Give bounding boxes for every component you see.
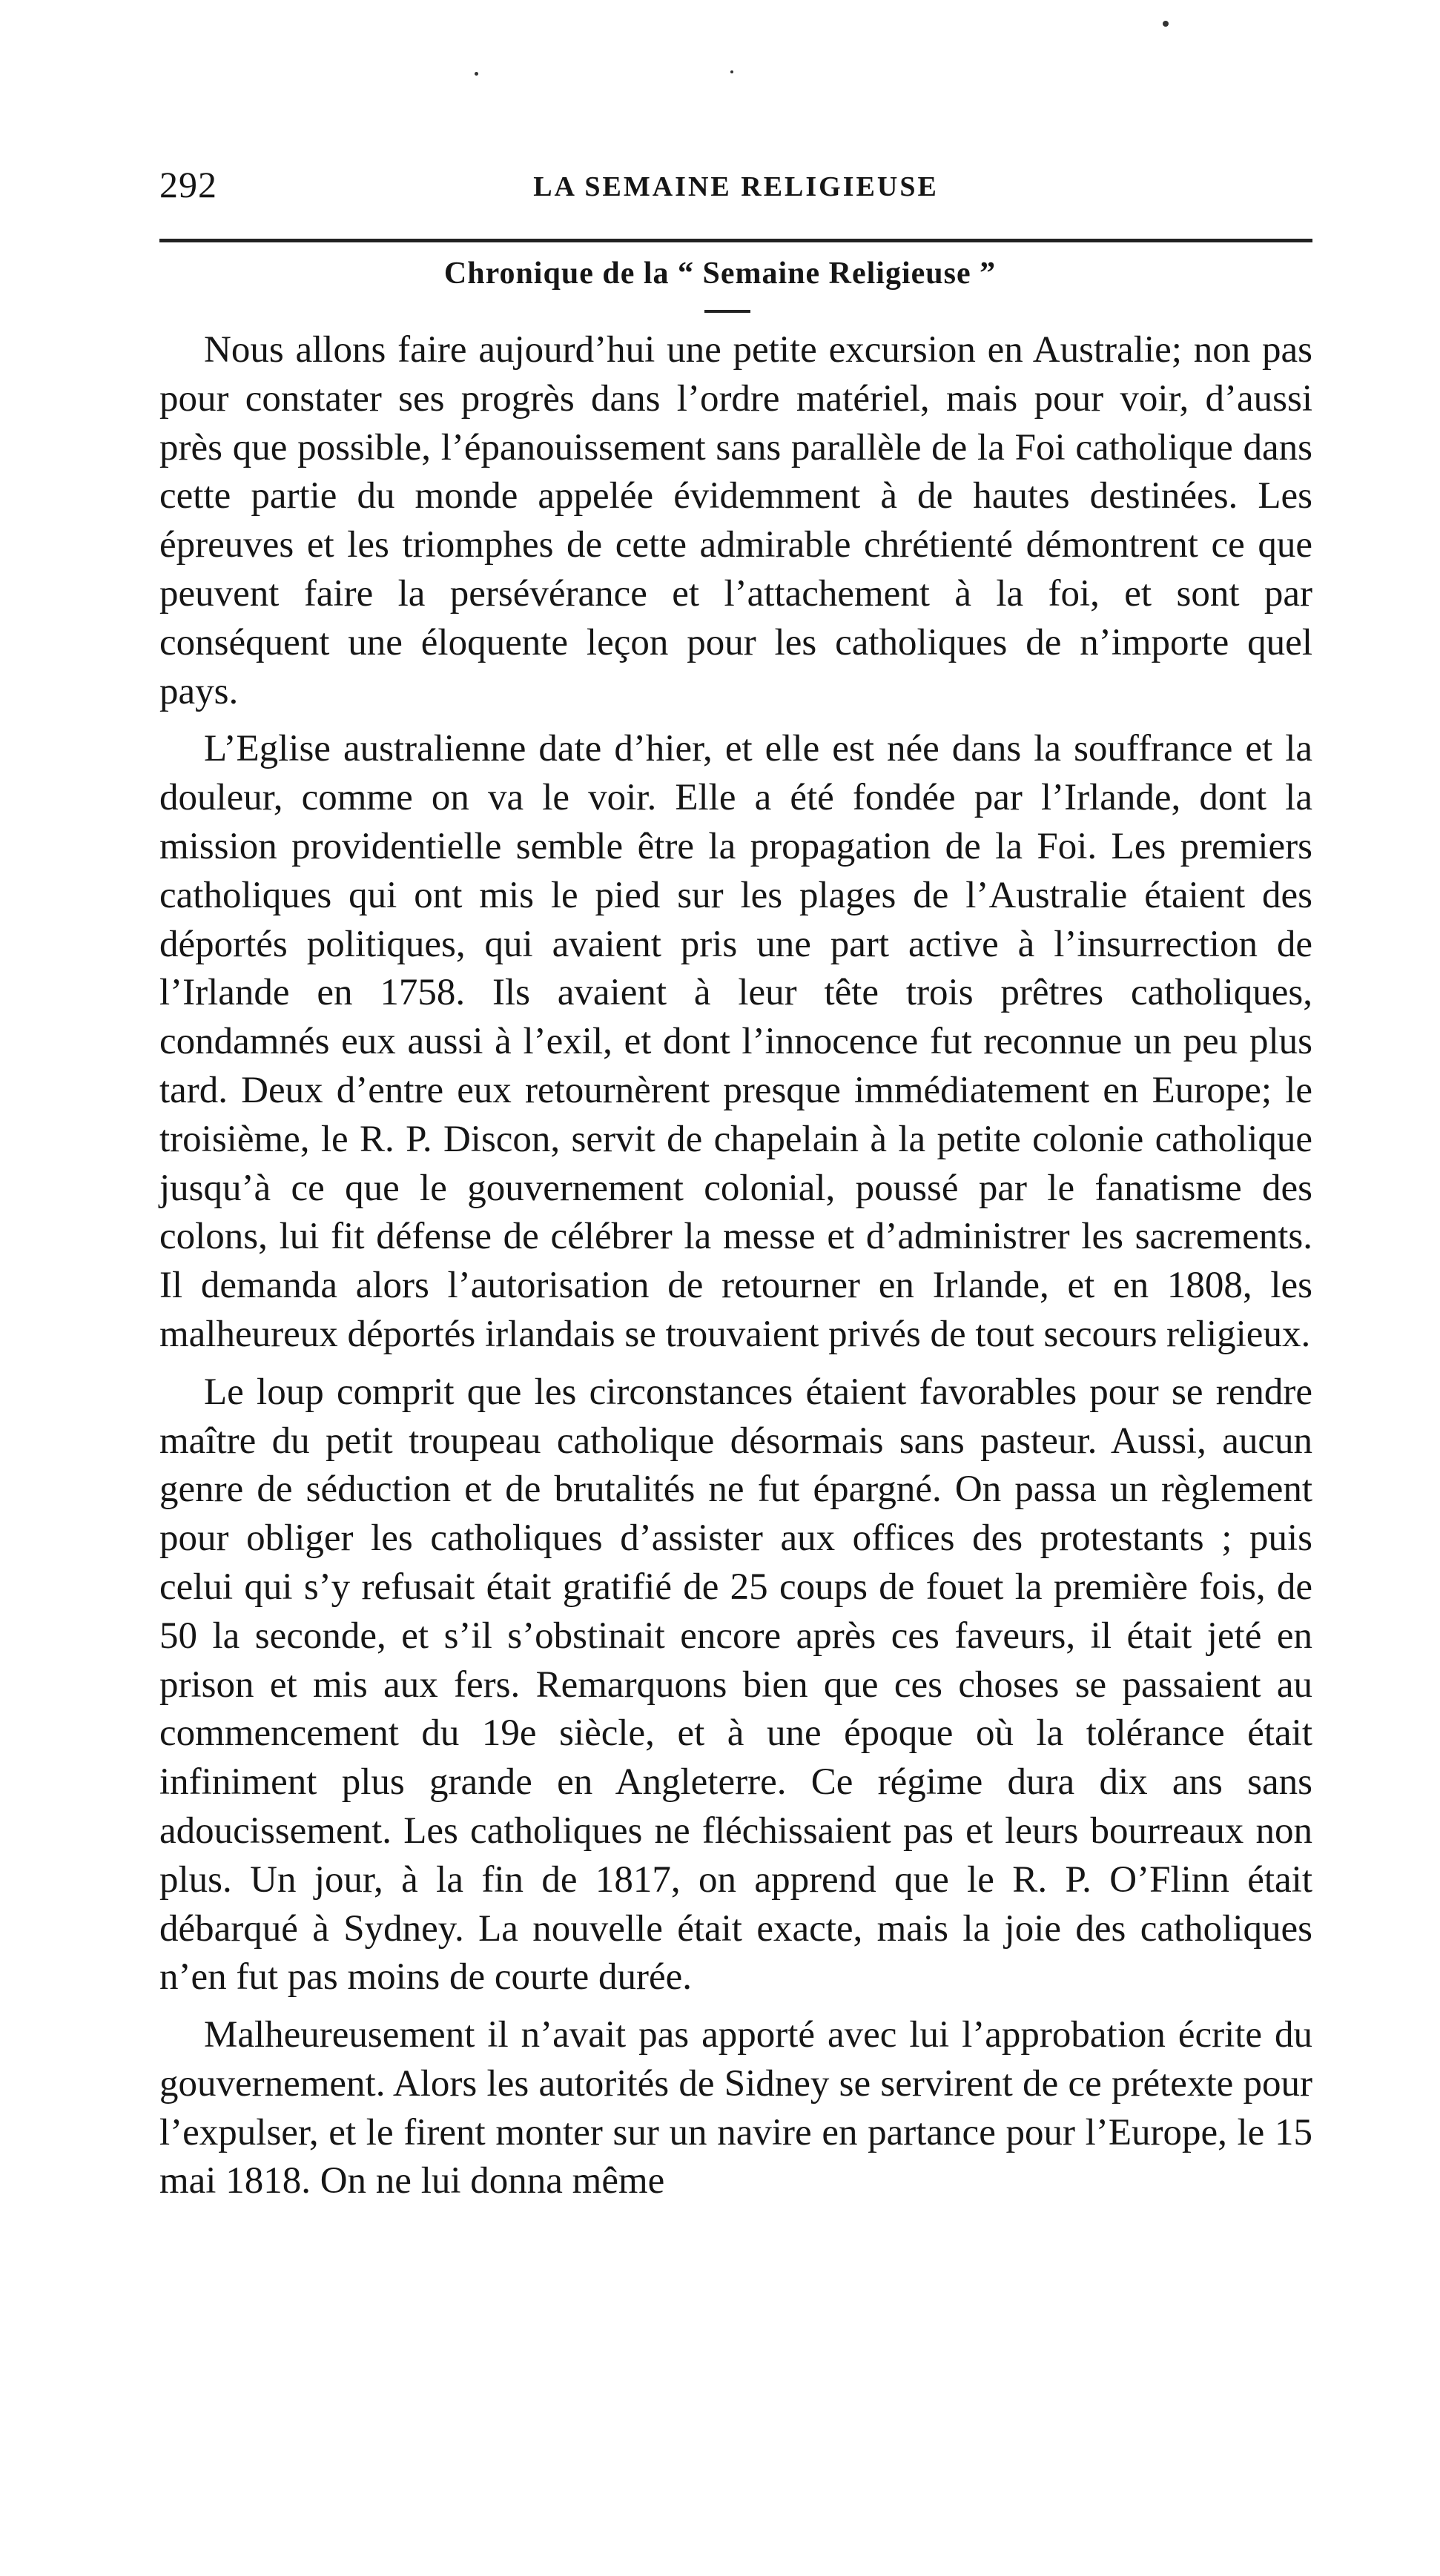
- paragraph: Nous allons faire aujourd’hui une petite excursion en Australie; non pas pour constater ses progrès dans l’ordre matériel, mais pour voir, d’aussi près que possible, l’épanouissement sans parallèle de la Foi catholique dans cette partie du monde appelée évidemment à de hautes destinées. Les épreuves et les triomphes de cette admirable chrétienté démontrent ce que peuvent faire la persévérance et l’attachement à la foi, et sont par conséquent une éloquente leçon pour les catholiques de n’importe quel pays.: [159, 329, 1312, 712]
- print-speck: [730, 70, 733, 73]
- print-speck: [1163, 21, 1169, 27]
- header-rule: [159, 239, 1312, 242]
- page-header: [159, 163, 1312, 215]
- paragraph: L’Eglise australienne date d’hier, et elle est née dans la souffrance et la douleur, comme on va le voir. Elle a été fondée par l’Irlande, dont la mission providentielle semble être la propagation de la Foi. Les premiers catholiques qui ont mis le pied sur les plages de l’Australie étaient des déportés politiques, qui avaient pris une part active à l’insurrection de l’Irlande en 1758. Ils avaient à leur tête trois prêtres catholiques, condamnés eux aussi à l’exil, et dont l’innocence fut reconnue un peu plus tard. Deux d’entre eux retournèrent presque immédiatement en Europe; le troisième, le R. P. Discon, servit de chapelain à la petite colonie catholique jusqu’à ce que le gouvernement colonial, poussé par le fanatisme des colons, lui fit défense de célébrer la messe et d’administrer les sacrements. Il demanda alors l’autorisation de retourner en Irlande, et en 1808, les malheureux déportés irlandais se trouvaient privés de tout secours religieux.: [159, 728, 1312, 1355]
- paragraph: Malheureusement il n’avait pas apporté avec lui l’approbation écrite du gouvernement. Alors les autorités de Sidney se servirent de ce prétexte pour l’expulser, et le firent monter sur un navire en partance pour l’Europe, le 15 mai 1818. On ne lui donna même: [159, 2014, 1312, 2202]
- body-text: [159, 326, 1312, 2215]
- section-title: Chronique de la “ Semaine Religieuse ”: [443, 256, 997, 291]
- paragraph: Le loup comprit que les circonstances étaient favorables pour se rendre maître du petit troupeau catholique désormais sans pasteur. Aussi, aucun genre de séduction et de brutalités ne fut épargné. On passa un règlement pour obliger les catholiques d’assister aux offices des protestants ; puis celui qui s’y refusait était gratifié de 25 coups de fouet la première fois, de 50 la seconde, et s’il s’obstinait encore après ces faveurs, il était jeté en prison et mis aux fers. Remarquons bien que ces choses se passaient au commencement du 19e siècle, et à une époque où la tolérance était infiniment plus grande en Angleterre. Ce régime dura dix ans sans adoucissement. Les catholiques ne fléchissaient pas et leurs bourreaux non plus. Un jour, à la fin de 1817, on apprend que le R. P. O’Flinn était débarqué à Sydney. La nouvelle était exacte, mais la joie des catholiques n’en fut pas moins de courte durée.: [159, 1371, 1312, 1999]
- page-number: 292: [159, 164, 217, 205]
- print-speck: [475, 72, 478, 76]
- title-dash: [704, 310, 750, 313]
- running-head: LA SEMAINE RELIGIEUSE: [533, 171, 939, 202]
